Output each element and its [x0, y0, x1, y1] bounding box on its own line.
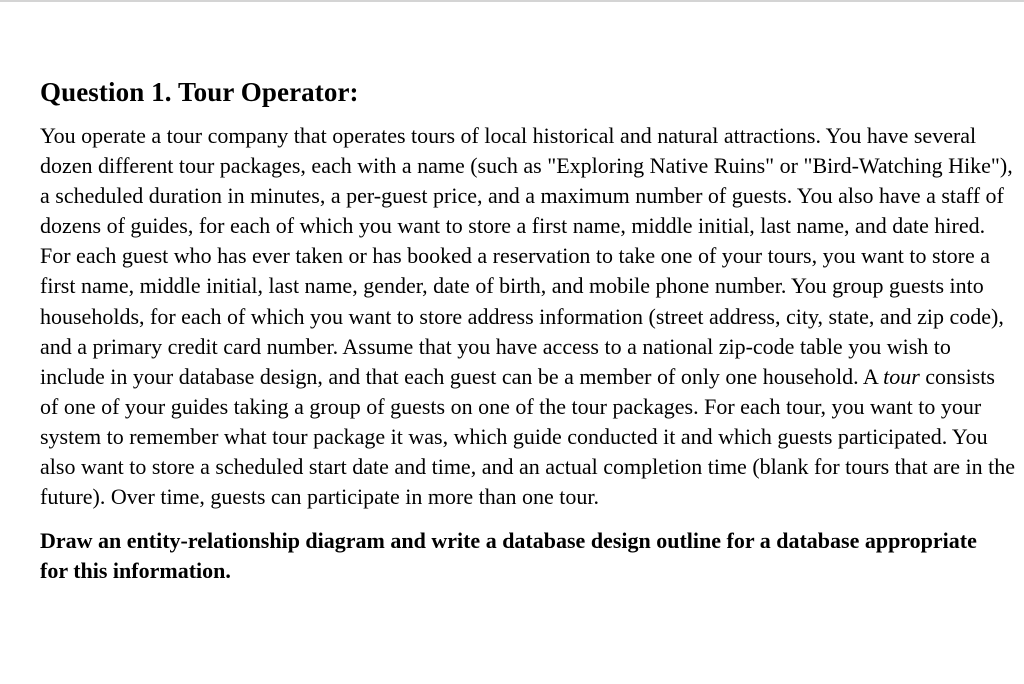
document-page	[40, 74, 1015, 586]
question-title: Question 1. Tour Operator:	[40, 77, 359, 107]
task-instruction: Draw an entity-relationship diagram and write a database design outline for a database appropriate for this information.	[40, 528, 977, 584]
page-top-border	[0, 0, 1024, 2]
question-body-part-1: You operate a tour company that operates tours of local historical and natural attractions. You have several dozen different tour packages, each with a name (such as "Exploring Native Ruins" or "Bird-Watching Hike"), a scheduled duration in minutes, a per-guest price, and a maximum number of guests. You also have a staff of dozens of guides, for each of which you want to store a first name, middle initial, last name, and date hired. For each guest who has ever taken or has booked a reservation to take one of your tours, you want to store a first name, middle initial, last name, gender, date of birth, and mobile phone number. You group guests into households, for each of which you want to store address information (street address, city, state, and zip code), and a primary credit card number. Assume that you have access to a national zip-code table you wish to include in your database design, and that each guest can be a member of only one household. A	[40, 123, 1013, 389]
question-body-part-2: consists of one of your guides taking a group of guests on one of the tour packages. For each tour, you want to your system to remember what tour package it was, which guide conducted it and which guests participated. You also want to store a scheduled start date and time, and an actual completion time (blank for tours that are in the future). Over time, guests can participate in more than one tour.	[40, 363, 1016, 510]
question-body	[40, 121, 1015, 512]
tour-emphasis: tour	[883, 363, 920, 389]
